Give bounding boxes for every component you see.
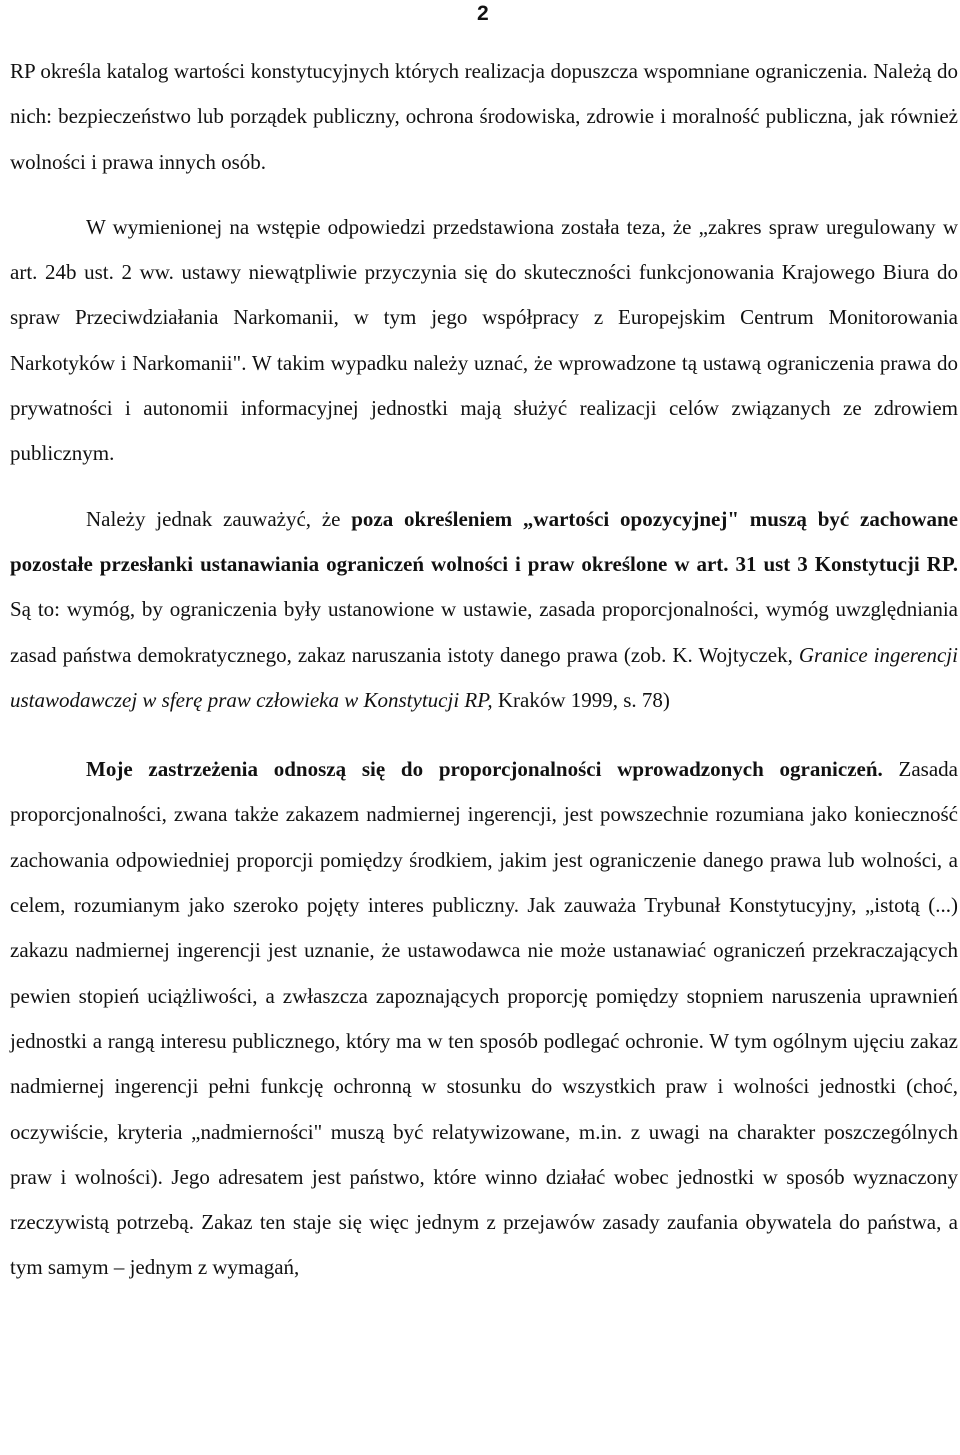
paragraph-lead-text: Należy jednak zauważyć, że	[86, 506, 352, 531]
paragraph-values-catalog	[10, 49, 958, 185]
paragraph-middle-text: Są to: wymóg, by ograniczenia były ustanowione w ustawie, zasada proporcjonalności, wymóg uwzględniania zasad państwa demokratycznego, zakaz naruszania istoty danego prawa (zob. K. Wojtyczek,	[10, 597, 958, 667]
paragraph-text: W wymienionej na wstępie odpowiedzi przedstawiona została teza, że „zakres spraw uregulowany w art. 24b ust. 2 ww. ustawy niewątpliwie przyczynia się do skuteczności funkcjonowania Krajowego Biura do spraw Przeciwdziałania Narkomanii, w tym jego współpracy z Europejskim Centrum Monitorowania Narkotyków i Narkomanii". W takim wypadku należy uznać, że wprowadzone tą ustawą ograniczenia prawa do prywatności i autonomii informacyjnej jednostki mają służyć realizacji celów związanych ze zdrowiem publicznym.	[10, 214, 958, 466]
paragraph-thesis	[10, 205, 958, 477]
page-number: 2	[477, 2, 489, 25]
citation-tail: Kraków 1999, s. 78)	[492, 687, 670, 712]
paragraph-text: RP określa katalog wartości konstytucyjnych których realizacja dopuszcza wspomniane ograniczenia. Należą do nich: bezpieczeństwo lub porządek publiczny, ochrona środowiska, zdrowie i moralność publiczna, jak również wolności i prawa innych osób.	[10, 59, 958, 174]
paragraph-bold-text: Moje zastrzeżenia odnoszą się do proporcjonalności wprowadzonych ograniczeń.	[86, 757, 883, 782]
paragraph-conditions	[10, 497, 958, 723]
paragraph-proportionality	[10, 747, 958, 1291]
paragraph-text: Zasada proporcjonalności, zwana także zakazem nadmiernej ingerencji, jest powszechnie rozumiana jako konieczność zachowania odpowiedniej proporcji pomiędzy środkiem, jakim jest ograniczenie danego prawa lub wolności, a celem, rozumianym jako szeroko pojęty interes publiczny. Jak zauważa Trybunał Konstytucyjny, „istotą (...) zakazu nadmiernej ingerencji jest uznanie, że ustawodawca nie może ustanawiać ograniczeń przekraczających pewien stopień uciążliwości, a zwłaszcza zapoznających proporcję pomiędzy stopniem naruszenia uprawnień jednostki a rangą interesu publicznego, który ma w ten sposób podlegać ochronie. W tym ogólnym ujęciu zakaz nadmiernej ingerencji pełni funkcję ochronną w stosunku do wszystkich praw i wolności jednostki (choć, oczywiście, kryteria „nadmierności" muszą być relatywizowane, m.in. z uwagi na charakter poszczególnych praw i wolności). Jego adresatem jest państwo, które winno działać wobec jednostki w sposób wyznaczony rzeczywistą potrzebą. Zakaz ten staje się więc jednym z przejawów zasady zaufania obywatela do państwa, a tym samym – jednym z wymagań,	[10, 757, 958, 1280]
paragraph-bold-text: poza określeniem „wartości opozycyjnej" muszą być zachowane pozostałe przesłanki ustanawiania ograniczeń wolności i praw określone w art. 31 ust 3 Konstytucji RP.	[10, 506, 958, 576]
document-body	[10, 49, 958, 1291]
citation-title: Granice ingerencji ustawodawczej w sferę praw człowieka w Konstytucji RP,	[10, 642, 958, 712]
